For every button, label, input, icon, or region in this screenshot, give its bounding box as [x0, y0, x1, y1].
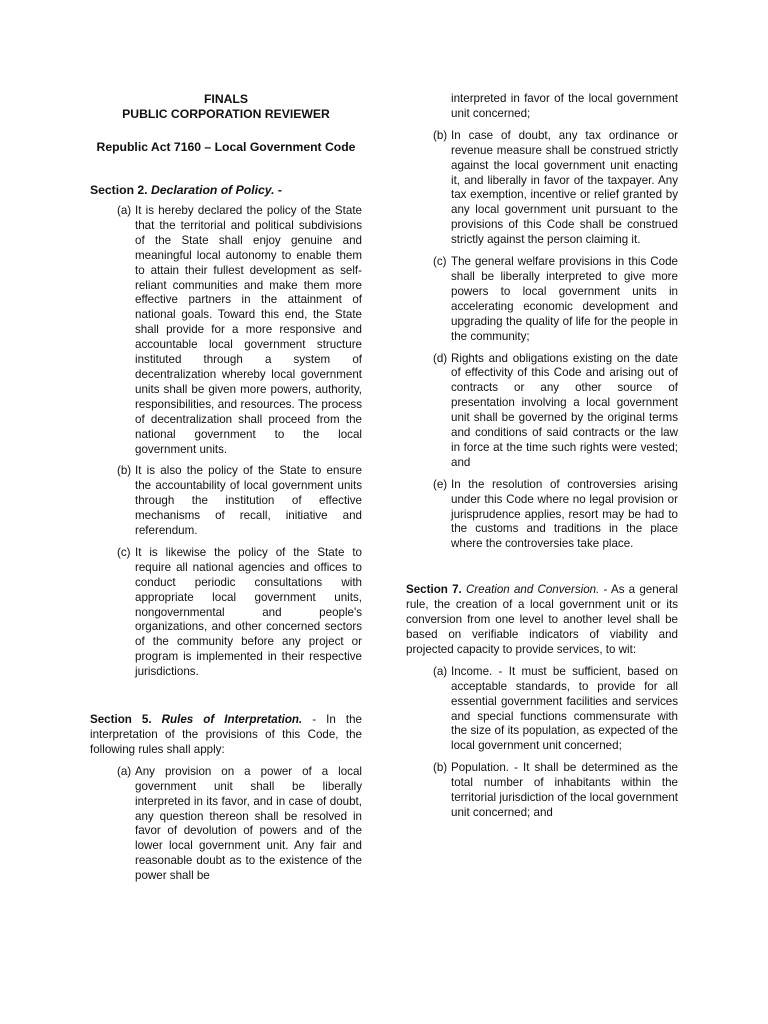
item-marker: (b) — [117, 464, 132, 478]
section-5-item-a-continued: interpreted in favor of the local government unit concerned; — [451, 92, 678, 120]
item-marker: (c) — [433, 255, 447, 269]
item-text: Income. - It must be sufficient, based on acceptable standards, to provide for all essential government facilities and services and special functions commensurate with the size of its population, as expected of the local government unit concerned; — [451, 664, 678, 753]
section-2-item-c — [90, 546, 362, 680]
item-marker: (d) — [433, 351, 448, 365]
section-7-item-a — [406, 665, 678, 754]
section-2-item-a — [90, 204, 362, 457]
left-column — [90, 92, 362, 884]
section-5-intro-text: - In the interpretation of the provisions of this Code, the following rules shall apply: — [90, 713, 363, 756]
section-7-intro-text: - As a general rule, the creation of a local government unit or its conversion from one level to another level shall be based on verifiable indicators of viability and projected capacity to provide services, to wit: — [406, 583, 678, 656]
section-5-title: Rules of Interpretation. — [161, 713, 303, 727]
item-marker: (b) — [433, 128, 448, 142]
section-5-item-e — [406, 478, 678, 553]
section-2-title: Declaration of Policy. — [150, 183, 275, 197]
item-text: Rights and obligations existing on the date of effectivity of this Code and arising out of contracts or any other source of presentation involving a local government unit shall be governed by the original terms and conditions of said contracts or the law in force at the time such rights were vested; and — [451, 351, 678, 469]
section-7-intro — [406, 583, 678, 658]
section-5-item-b — [406, 129, 678, 248]
section-7-title: Creation and Conversion. — [465, 583, 600, 597]
act-title: Republic Act 7160 – Local Government Code — [96, 140, 356, 154]
section-7-label: Section 7. — [406, 583, 462, 597]
item-marker: (a) — [117, 764, 132, 778]
item-text: In the resolution of controversies arising under this Code where no legal provision or jurisprudence applies, resort may be had to the customs and traditions in the place where the controversies take place. — [451, 477, 678, 551]
section-2-label: Section 2. — [90, 183, 148, 197]
item-text: The general welfare provisions in this Code shall be liberally interpreted to give more powers to local government units in accelerating economic development and upgrading the quality of life for the people in the community; — [451, 255, 678, 343]
section-5-item-a — [90, 765, 362, 884]
item-text: It is likewise the policy of the State to require all national agencies and offices to conduct periodic consultations with appropriate local government units, nongovernmental and people's organizations, and other concerned sectors of the community before any project or program is implemented in their respective jurisdictions. — [135, 545, 362, 679]
section-2-items — [90, 204, 362, 680]
item-text: In case of doubt, any tax ordinance or revenue measure shall be construed strictly against the local government unit enacting it, and liberally in favor of the taxpayer. Any tax exemption, incentive or relief granted by any local government unit pursuant to the provisions of this Code shall be construed strictly against the person claiming it. — [451, 128, 678, 247]
section-5-label: Section 5. — [90, 713, 152, 727]
item-marker: (e) — [433, 477, 448, 491]
section-2-item-b — [90, 464, 362, 539]
section-5-item-c — [406, 255, 678, 344]
doc-heading-reviewer: PUBLIC CORPORATION REVIEWER — [122, 107, 330, 121]
section-2-suffix: - — [274, 183, 282, 197]
item-text: Any provision on a power of a local government unit shall be liberally interpreted in its favor, and in case of doubt, any question thereon shall be resolved in favor of devolution of powers and of the lower local government unit. Any fair and reasonable doubt as to the existence of the power shall be — [135, 764, 362, 883]
section-5-intro — [90, 713, 362, 758]
item-text: It is also the policy of the State to ensure the accountability of local government units through the institution of effective mechanisms of recall, initiative and referendum. — [135, 464, 362, 538]
item-marker: (a) — [433, 664, 448, 678]
section-5-item-d — [406, 352, 678, 471]
section-7-item-b — [406, 761, 678, 821]
item-text: It is hereby declared the policy of the State that the territorial and political subdivisions of the State shall enjoy genuine and meaningful local autonomy to enable them to attain their fullest development as self-reliant communities and make them more effective partners in the attainment of national goals. Toward this end, the State shall provide for a more responsive and accountable local government structure instituted through a system of decentralization whereby local government units shall be given more powers, authority, responsibilities, and resources. The process of decentralization shall proceed from the national government to the local government units. — [135, 204, 362, 456]
right-column — [406, 92, 678, 821]
item-marker: (a) — [117, 204, 132, 217]
doc-heading-finals: FINALS — [203, 92, 248, 106]
item-marker: (b) — [433, 761, 448, 775]
item-text: Population. - It shall be determined as the total number of inhabitants within the territorial jurisdiction of the local government unit concerned; and — [451, 761, 678, 819]
item-marker: (c) — [117, 545, 131, 559]
section-2-heading — [90, 183, 362, 198]
